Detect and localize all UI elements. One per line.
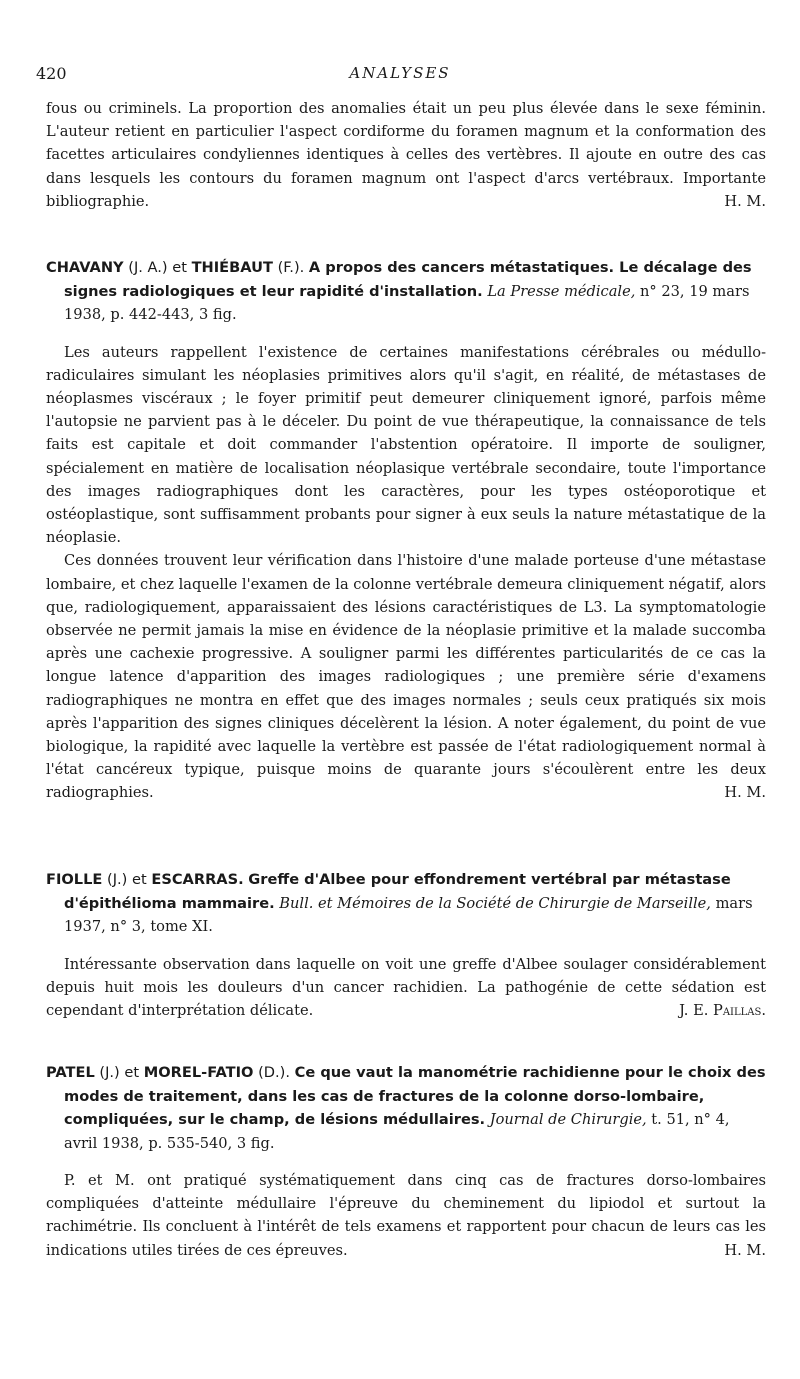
abstract-patel: [46, 1061, 766, 1262]
article-title: Ce que vaut la manométrie rachidienne pour le choix des modes de traitement, dans les cas de fractures de la colonne dorso-lombaire, compliquées, sur le champ, de lésions médullaires.: [64, 1064, 766, 1128]
article-heading: FIOLLE (J.) et ESCARRAS. Greffe d'Albee pour effondrement vertébral par métastase d'épithélioma mammaire. Bull. et Mémoires de la Société de Chirurgie de Marseille, mars 1937, n° 3, tome XI.: [46, 871, 753, 935]
abstract-paragraph: Intéressante observation dans laquelle on voit une greffe d'Albee soulager considérablement depuis huit mois les douleurs d'un cancer rachidien. La pathogénie de cette sédation est cependant d'interprétation délicate. J. E. Paillas.: [46, 953, 766, 1023]
previous-abstract: [46, 97, 766, 213]
journal-reference: mars 1937, n° 3, tome XI.: [64, 894, 753, 935]
abstract-chavany: [46, 256, 766, 805]
article-heading: CHAVANY (J. A.) et THIÉBAUT (F.). A propos des cancers métastatiques. Le décalage des signes radiologiques et leur rapidité d'installation. La Presse médicale, n° 23, 19 mars 1938, p. 442-443, 3 fig.: [46, 259, 752, 323]
journal-reference: t. 51, n° 4, avril 1938, p. 535-540, 3 fig.: [64, 1111, 730, 1152]
article-title: Greffe d'Albee pour effondrement vertébral par métastase d'épithélioma mammaire.: [64, 871, 731, 912]
page-header: [36, 64, 764, 86]
article-title: A propos des cancers métastatiques. Le décalage des signes radiologiques et leur rapidité d'installation.: [64, 259, 752, 300]
abstract-paragraph: P. et M. ont pratiqué systématiquement dans cinq cas de fractures dorso-lombaires compliquées d'atteinte médullaire l'épreuve du cheminement du lipiodol et surtout la rachimétrie. Ils concluent à l'intérêt de tels examens et rapportent pour chacun de leurs cas les indications utiles tirées de ces épreuves. H. M.: [46, 1169, 766, 1262]
signature: J. E. Paillas.: [679, 1001, 766, 1019]
abstract-fiolle: [46, 868, 766, 1022]
signature: H. M.: [724, 1241, 766, 1259]
previous-abstract-text: fous ou criminels. La proportion des anomalies était un peu plus élevée dans le sexe féminin. L'auteur retient en particulier l'aspect cordiforme du foramen magnum et la conformation des facettes articulaires condyliennes identiques à celles des vertèbres. Il ajoute en outre des cas dans lesquels les contours du foramen magnum ont l'aspect d'arcs vertébraux. Importante bibliographie. H. M.: [46, 97, 766, 213]
abstract-paragraph: Les auteurs rappellent l'existence de certaines manifestations cérébrales ou médullo-radiculaires simulant les néoplasies primitives alors qu'il s'agit, en réalité, de métastases de néoplasmes viscéraux ; le foyer primitif peut demeurer cliniquement ignoré, parfois même l'autopsie ne parvient pas à le déceler. Du point de vue thérapeutique, la connaissance de tels faits est capitale et doit commander l'abstention opératoire. Il importe de souligner, spécialement en matière de localisation néoplasique vertébrale secondaire, toute l'importance des images radiographiques dont les caractères, pour les types ostéoporotique et ostéoplastique, sont suffisamment probants pour signer à eux seuls la nature métastatique de la néoplasie.: [46, 343, 766, 547]
running-title: ANALYSES: [349, 64, 451, 82]
journal-name: Journal de Chirurgie,: [489, 1111, 647, 1128]
page-number: 420: [36, 64, 67, 83]
journal-name: Bull. et Mémoires de la Société de Chirurgie de Marseille,: [279, 894, 711, 912]
abstract-paragraph: Ces données trouvent leur vérification dans l'histoire d'une malade porteuse d'une métastase lombaire, et chez laquelle l'examen de la colonne vertébrale demeura cliniquement négatif, alors que, radiologiquement, apparaissaient des lésions caractéristiques de L3. La symptomatologie observée ne permit jamais la mise en évidence de la néoplasie primitive et la malade succomba après une cachexie progressive. A souligner parmi les différentes particularités de ce cas la longue latence d'apparition des images radiologiques ; une première série d'examens radiographiques ne montra en effet que des images normales ; seuls ceux pratiqués six mois après l'apparition des signes cliniques décelèrent la lésion. A noter également, du point de vue biologique, la rapidité avec laquelle la vertèbre est passée de l'état radiologiquement normal à l'état cancéreux typique, puisque moins de quarante jours s'écoulèrent entre les deux radiographies. H. M.: [46, 549, 766, 804]
journal-reference: n° 23, 19 mars 1938, p. 442-443, 3 fig.: [64, 282, 750, 323]
journal-name: La Presse médicale,: [487, 282, 636, 300]
article-heading: PATEL (J.) et MOREL-FATIO (D.). Ce que vaut la manométrie rachidienne pour le choix des modes de traitement, dans les cas de fractures de la colonne dorso-lombaire, compliquées, sur le champ, de lésions médullaires. Journal de Chirurgie, t. 51, n° 4, avril 1938, p. 535-540, 3 fig.: [46, 1064, 766, 1152]
signature: H. M.: [724, 192, 766, 210]
signature: H. M.: [724, 784, 766, 802]
